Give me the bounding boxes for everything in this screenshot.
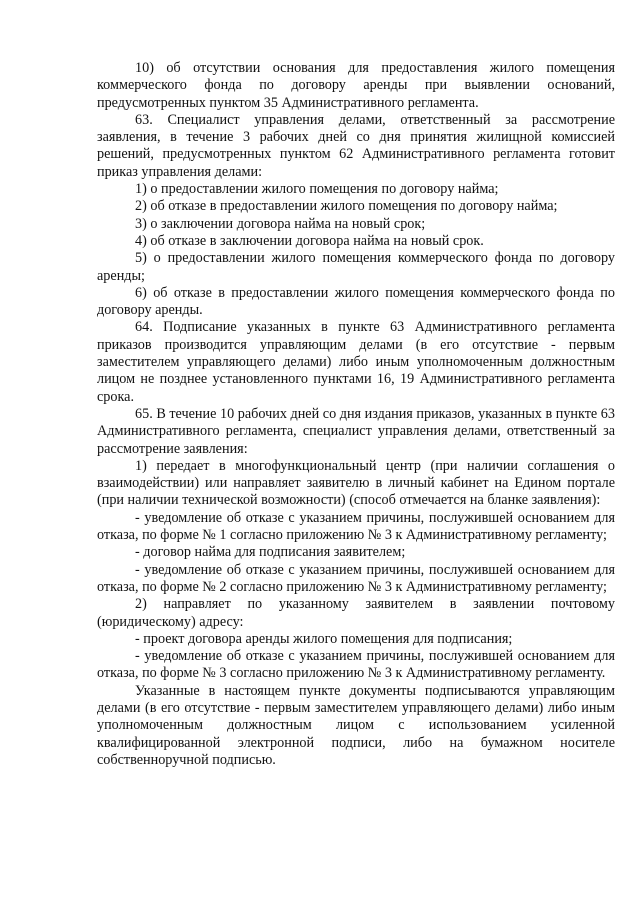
paragraph-65-item-2: 2) направляет по указанному заявителем в заявлении почтовому (юридическому) адресу: bbox=[97, 596, 615, 630]
paragraph-signing-note: Указанные в настоящем пункте документы подписываются управляющим делами (в его отсутствие - первым заместителем управляющего делами) либо иным уполномоченным должностным лицом с использованием усиленной квалифицированной электронной подписи, либо на бумажном носителе собственноручной подписью. bbox=[97, 682, 615, 768]
document-body bbox=[97, 60, 615, 769]
paragraph-dash-notice-form-3: - уведомление об отказе с указанием причины, послужившей основанием для отказа, по форме № 3 согласно приложению № 3 к Административному регламенту. bbox=[97, 648, 615, 682]
paragraph-63-item-3: 3) о заключении договора найма на новый срок; bbox=[135, 215, 426, 232]
paragraph-63-item-4: 4) об отказе в заключении договора найма на новый срок. bbox=[135, 232, 484, 249]
paragraph-63-item-6: 6) об отказе в предоставлении жилого помещения коммерческого фонда по договору аренды. bbox=[97, 284, 615, 319]
paragraph-dash-notice-form-1: - уведомление об отказе с указанием причины, послужившей основанием для отказа, по форме № 1 согласно приложению № 3 к Административному регламенту; bbox=[97, 509, 615, 544]
paragraph-63-item-5: 5) о предоставлении жилого помещения коммерческого фонда по договору аренды; bbox=[97, 250, 615, 284]
paragraph-dash-lease-draft: - проект договора аренды жилого помещения для подписания; bbox=[135, 630, 513, 647]
paragraph-dash-notice-form-2: - уведомление об отказе с указанием причины, послужившей основанием для отказа, по форме № 2 согласно приложению № 3 к Административному регламенту; bbox=[97, 561, 615, 595]
paragraph-clause-63: 63. Специалист управления делами, ответственный за рассмотрение заявления, в течение 3 рабочих дней со дня принятия жилищной комиссией решений, предусмотренных пунктом 62 Административного регламента готовит приказ управления делами: bbox=[97, 111, 615, 180]
paragraph-item-10-refusal-basis: 10) об отсутствии основания для предоставления жилого помещения коммерческого фонда по договору аренды при выявлении оснований, предусмотренных пунктом 35 Административного регламента. bbox=[97, 60, 615, 111]
paragraph-63-item-2: 2) об отказе в предоставлении жилого помещения по договору найма; bbox=[135, 198, 558, 215]
paragraph-65-item-1: 1) передает в многофункциональный центр (при наличии соглашения о взаимодействии) или направляет заявителю в личный кабинет на Едином портале (при наличии технической возможности) (способ отмечается на бланке заявления): bbox=[97, 457, 615, 509]
paragraph-63-item-1: 1) о предоставлении жилого помещения по договору найма; bbox=[135, 181, 499, 198]
paragraph-clause-64: 64. Подписание указанных в пункте 63 Административного регламента приказов производится управляющим делами (в его отсутствие - первым заместителем управляющего делами) либо иным уполномоченным должностным лицом не позднее установленного пунктами 16, 19 Административного регламента срока. bbox=[97, 319, 615, 405]
paragraph-clause-65: 65. В течение 10 рабочих дней со дня издания приказов, указанных в пункте 63 Административного регламента, специалист управления делами, ответственный за рассмотрение заявления: bbox=[97, 405, 615, 457]
paragraph-dash-rental-contract: - договор найма для подписания заявителем; bbox=[135, 544, 406, 561]
